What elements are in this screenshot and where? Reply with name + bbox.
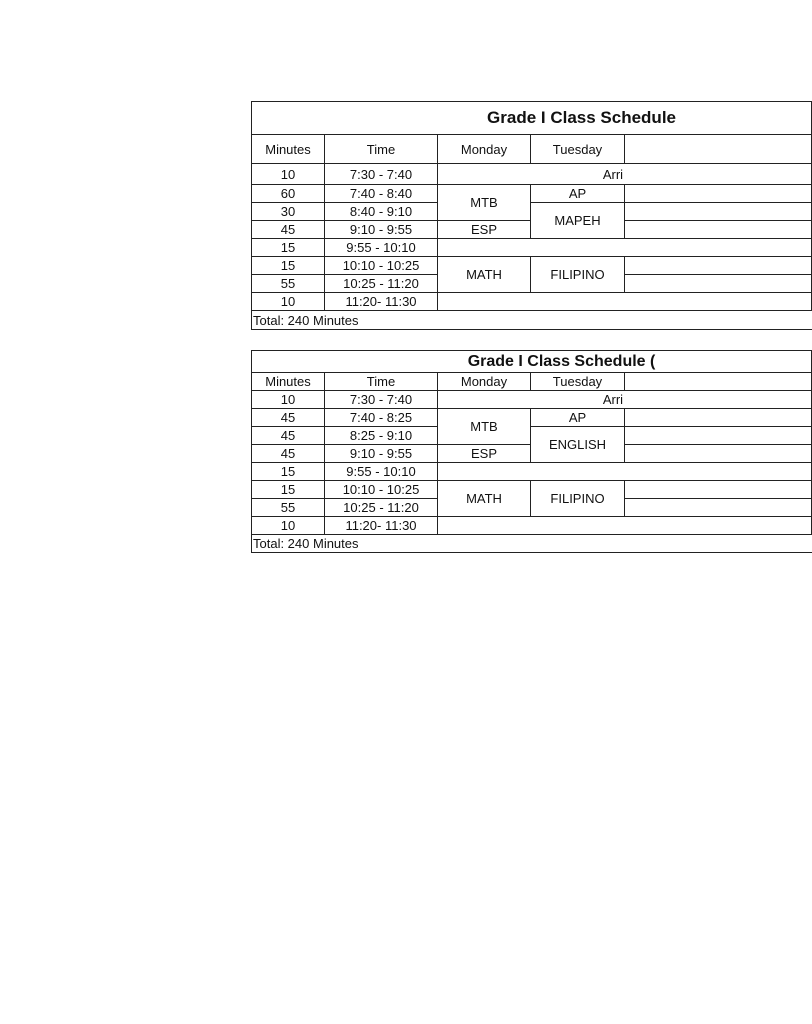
cut-cell — [625, 257, 812, 275]
header-cut — [625, 373, 812, 391]
subject-math: MATH — [438, 257, 531, 293]
header-tuesday: Tuesday — [531, 135, 625, 164]
minutes-cell: 15 — [252, 257, 325, 275]
minutes-cell: 15 — [252, 481, 325, 499]
time-cell: 7:30 - 7:40 — [325, 164, 438, 185]
time-cell: 8:40 - 9:10 — [325, 203, 438, 221]
cut-cell — [625, 203, 812, 221]
subject-tuesday-second: MAPEH — [531, 203, 625, 239]
time-cell: 10:25 - 11:20 — [325, 275, 438, 293]
subject-mtb: MTB — [438, 409, 531, 445]
minutes-cell: 15 — [252, 463, 325, 481]
time-cell: 11:20- 11:30 — [325, 517, 438, 535]
schedule-table-2 — [251, 350, 812, 553]
cut-cell — [625, 499, 812, 517]
time-cell: 10:10 - 10:25 — [325, 481, 438, 499]
subject-esp: ESP — [438, 221, 531, 239]
break-cell — [438, 463, 812, 481]
subject-ap: AP — [531, 409, 625, 427]
subject-math: MATH — [438, 481, 531, 517]
header-monday: Monday — [438, 135, 531, 164]
minutes-cell: 45 — [252, 409, 325, 427]
minutes-cell: 10 — [252, 391, 325, 409]
arrival-cell: Arri — [438, 391, 812, 409]
subject-ap: AP — [531, 185, 625, 203]
time-cell: 8:25 - 9:10 — [325, 427, 438, 445]
total-minutes: Total: 240 Minutes — [252, 311, 812, 330]
minutes-cell: 55 — [252, 275, 325, 293]
time-cell: 9:10 - 9:55 — [325, 221, 438, 239]
cut-cell — [625, 185, 812, 203]
minutes-cell: 10 — [252, 164, 325, 185]
cut-cell — [625, 275, 812, 293]
cut-cell — [625, 221, 812, 239]
time-cell: 9:55 - 10:10 — [325, 463, 438, 481]
time-cell: 7:40 - 8:40 — [325, 185, 438, 203]
subject-filipino: FILIPINO — [531, 481, 625, 517]
subject-mtb: MTB — [438, 185, 531, 221]
minutes-cell: 45 — [252, 221, 325, 239]
minutes-cell: 30 — [252, 203, 325, 221]
subject-filipino: FILIPINO — [531, 257, 625, 293]
time-cell: 10:25 - 11:20 — [325, 499, 438, 517]
header-tuesday: Tuesday — [531, 373, 625, 391]
header-time: Time — [325, 373, 438, 391]
minutes-cell: 15 — [252, 239, 325, 257]
cut-cell — [625, 445, 812, 463]
minutes-cell: 10 — [252, 293, 325, 311]
dismissal-cell — [438, 517, 812, 535]
minutes-cell: 10 — [252, 517, 325, 535]
header-monday: Monday — [438, 373, 531, 391]
time-cell: 7:30 - 7:40 — [325, 391, 438, 409]
schedule-title: Grade I Class Schedule — [252, 102, 812, 135]
cut-cell — [625, 409, 812, 427]
header-minutes: Minutes — [252, 373, 325, 391]
time-cell: 9:55 - 10:10 — [325, 239, 438, 257]
arrival-cell: Arri — [438, 164, 812, 185]
schedule-table-2-clip — [251, 350, 656, 558]
subject-esp: ESP — [438, 445, 531, 463]
minutes-cell: 45 — [252, 445, 325, 463]
dismissal-cell — [438, 293, 812, 311]
time-cell: 10:10 - 10:25 — [325, 257, 438, 275]
minutes-cell: 55 — [252, 499, 325, 517]
header-minutes: Minutes — [252, 135, 325, 164]
header-time: Time — [325, 135, 438, 164]
minutes-cell: 45 — [252, 427, 325, 445]
subject-tuesday-second: ENGLISH — [531, 427, 625, 463]
minutes-cell: 60 — [252, 185, 325, 203]
time-cell: 7:40 - 8:25 — [325, 409, 438, 427]
schedule-title: Grade I Class Schedule ( — [252, 351, 812, 373]
break-cell — [438, 239, 812, 257]
header-cut — [625, 135, 812, 164]
cut-cell — [625, 481, 812, 499]
time-cell: 9:10 - 9:55 — [325, 445, 438, 463]
schedule-table-1-clip — [251, 101, 676, 335]
schedule-table-1 — [251, 101, 812, 330]
total-minutes: Total: 240 Minutes — [252, 535, 812, 553]
cut-cell — [625, 427, 812, 445]
time-cell: 11:20- 11:30 — [325, 293, 438, 311]
